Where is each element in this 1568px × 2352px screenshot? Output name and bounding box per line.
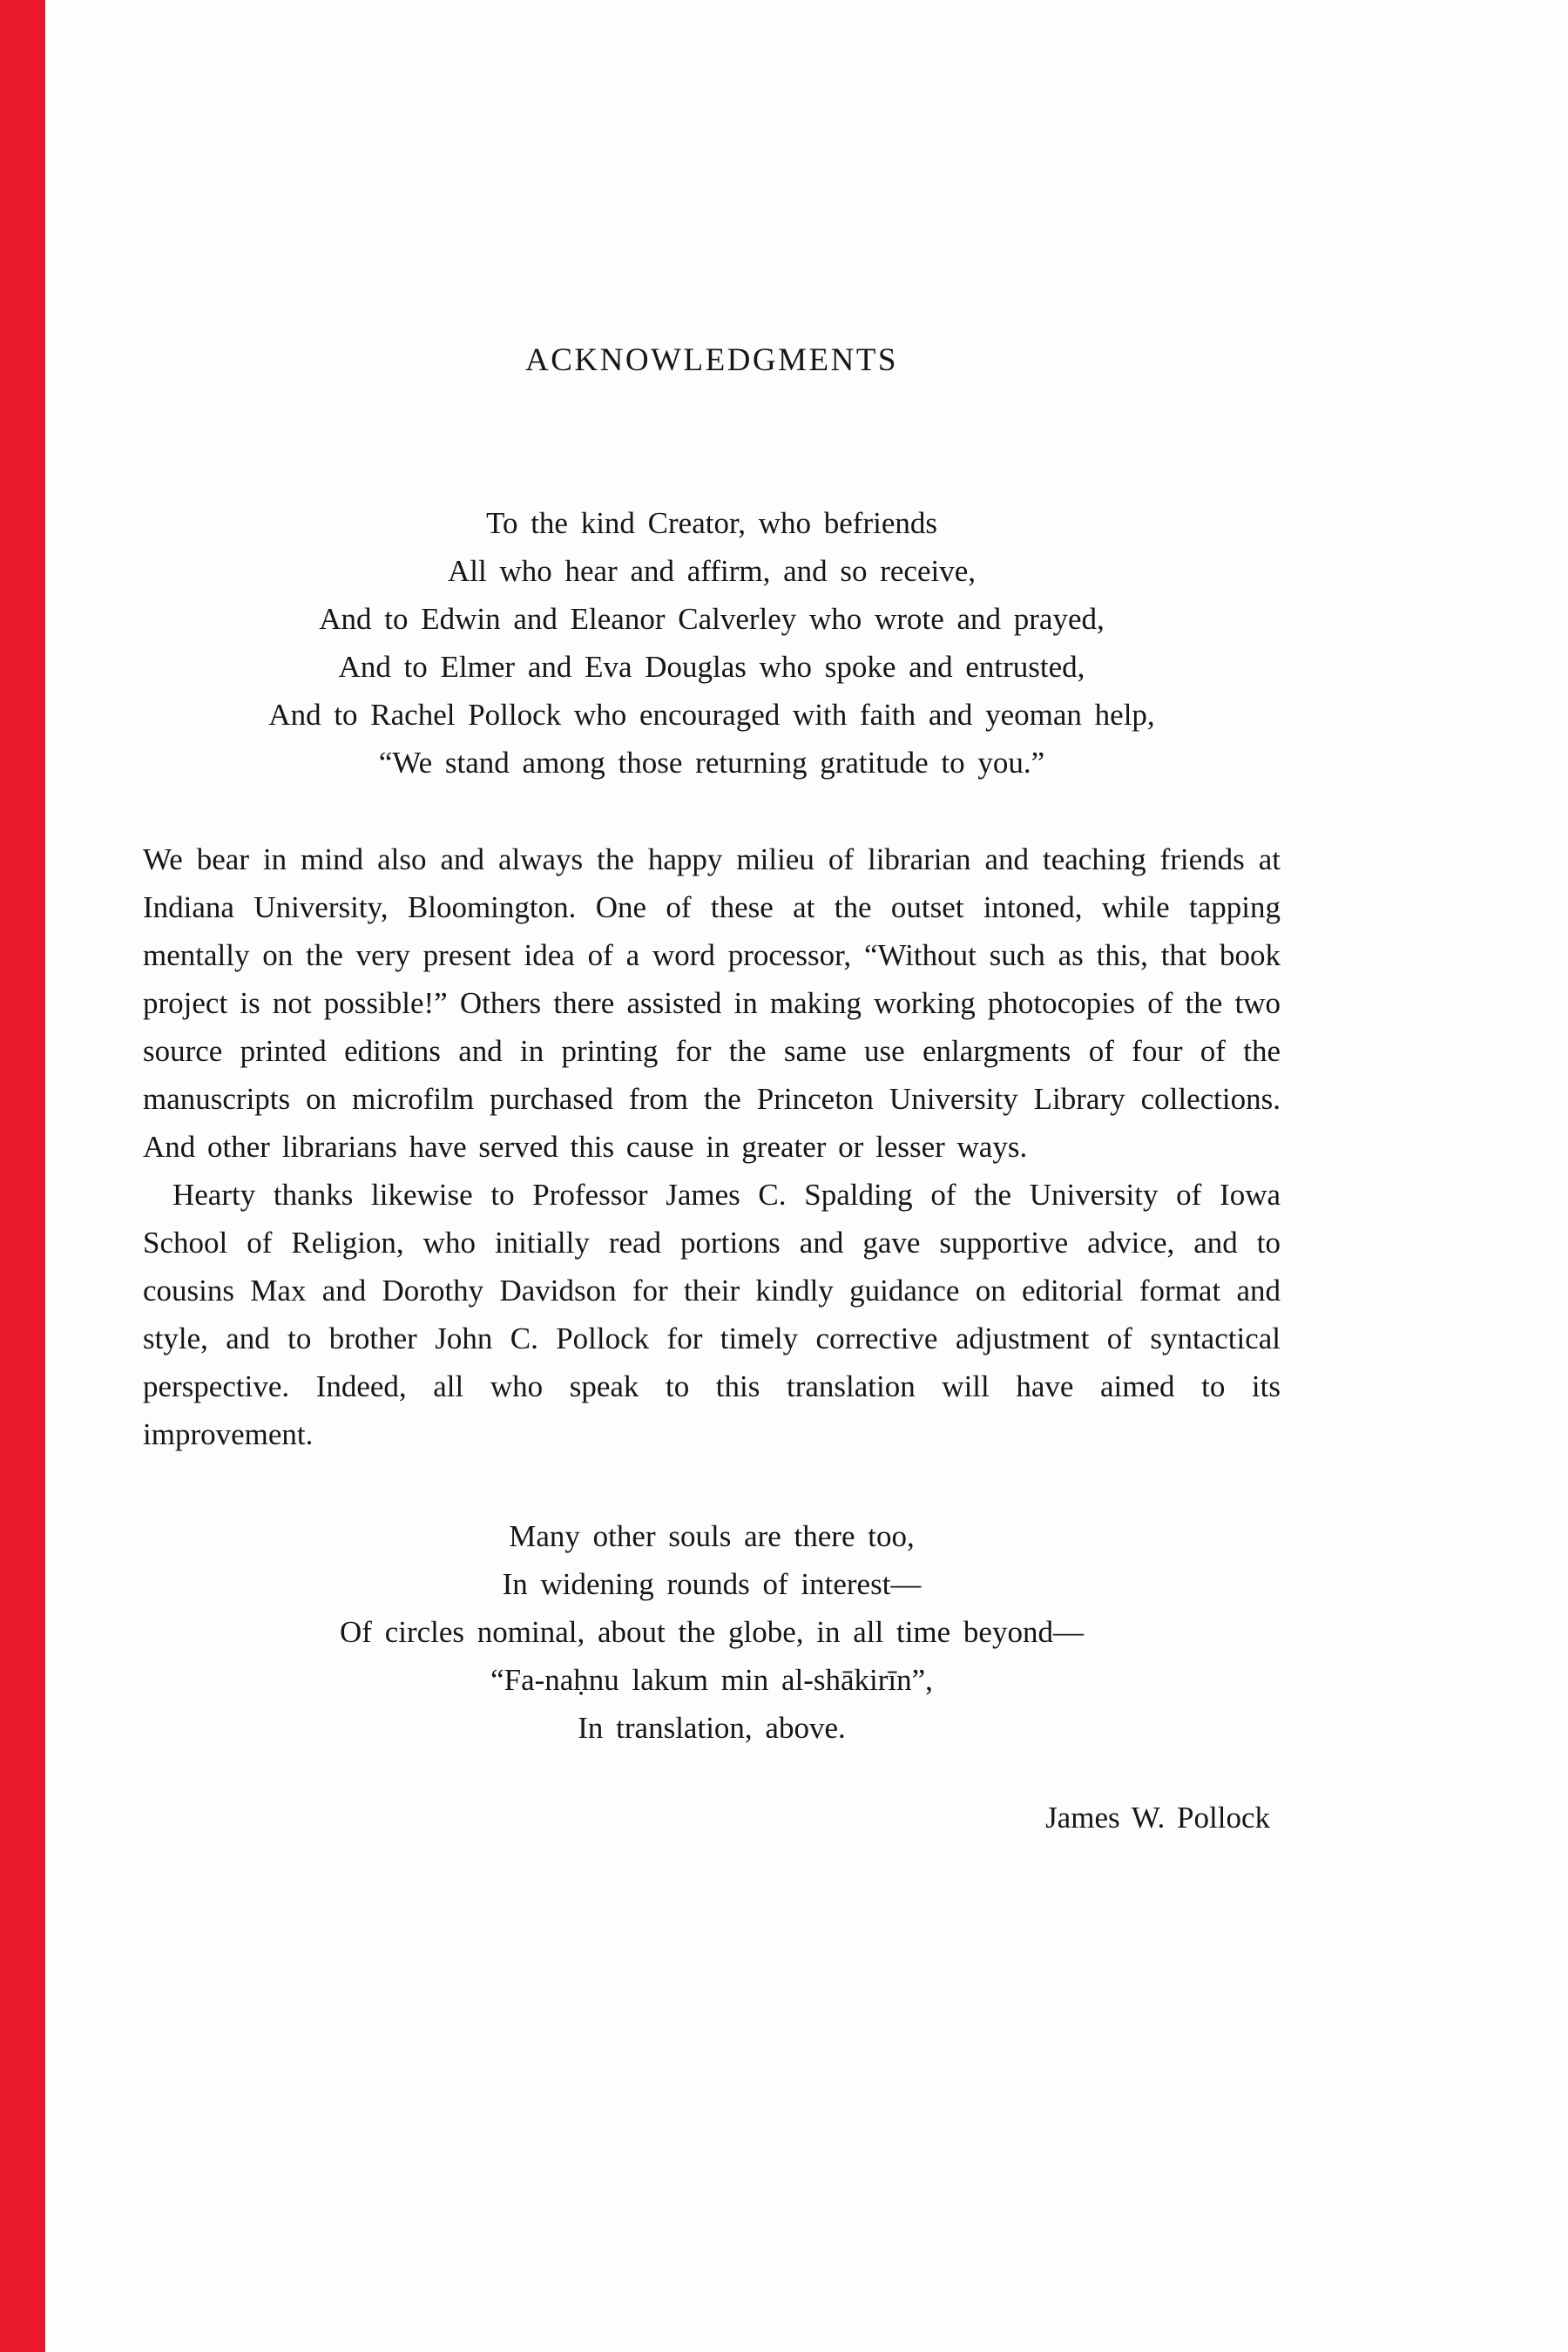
poem-line: All who hear and affirm, and so receive,: [448, 554, 976, 588]
body-paragraph: We bear in mind also and always the happy milieu of librarian and teaching friends at Indiana University, Bloomington. One of these at the outset intoned, while tapping mentally on the very present idea of a word processor, “Without such as this, that book project is not possible!” Others there assisted in making working photocopies of the two source printed editions and in printing for the same use enlargments of four of the manuscripts on microfilm purchased from the Princeton University Library collections. And other librarians have served this cause in greater or lesser ways.: [143, 842, 1281, 1164]
poem-line: Of circles nominal, about the globe, in all time beyond—: [340, 1615, 1084, 1649]
poem-line: And to Edwin and Eleanor Calverley who wrote and prayed,: [319, 602, 1105, 636]
author-signature: James W. Pollock: [1045, 1801, 1270, 1835]
poem-line: Many other souls are there too,: [509, 1519, 915, 1553]
poem-line: And to Elmer and Eva Douglas who spoke and entrusted,: [338, 650, 1085, 684]
poem-line: And to Rachel Pollock who encouraged with faith and yeoman help,: [268, 698, 1155, 732]
poem-line: In translation, above.: [578, 1711, 846, 1745]
poem-line: To the kind Creator, who befriends: [486, 506, 937, 540]
book-spine-stripe: [0, 0, 45, 2352]
closing-poem: [143, 1512, 1281, 1752]
page-content: [143, 0, 1281, 1842]
poem-line: “We stand among those returning gratitude to you.”: [378, 746, 1045, 780]
poem-line: “Fa-naḥnu lakum min al-shākirīn”,: [490, 1663, 933, 1697]
dedication-poem: [143, 499, 1281, 787]
page-title: ACKNOWLEDGMENTS: [524, 342, 899, 378]
poem-line: In widening rounds of interest—: [502, 1567, 922, 1601]
body-paragraph: Hearty thanks likewise to Professor James C. Spalding of the University of Iowa School of Religion, who initially read portions and gave supportive advice, and to cousins Max and Dorothy Davidson for their kindly guidance on editorial format and style, and to brother John C. Pollock for timely corrective adjustment of syntactical perspective. Indeed, all who speak to this translation will have aimed to its improvement.: [143, 1178, 1281, 1451]
